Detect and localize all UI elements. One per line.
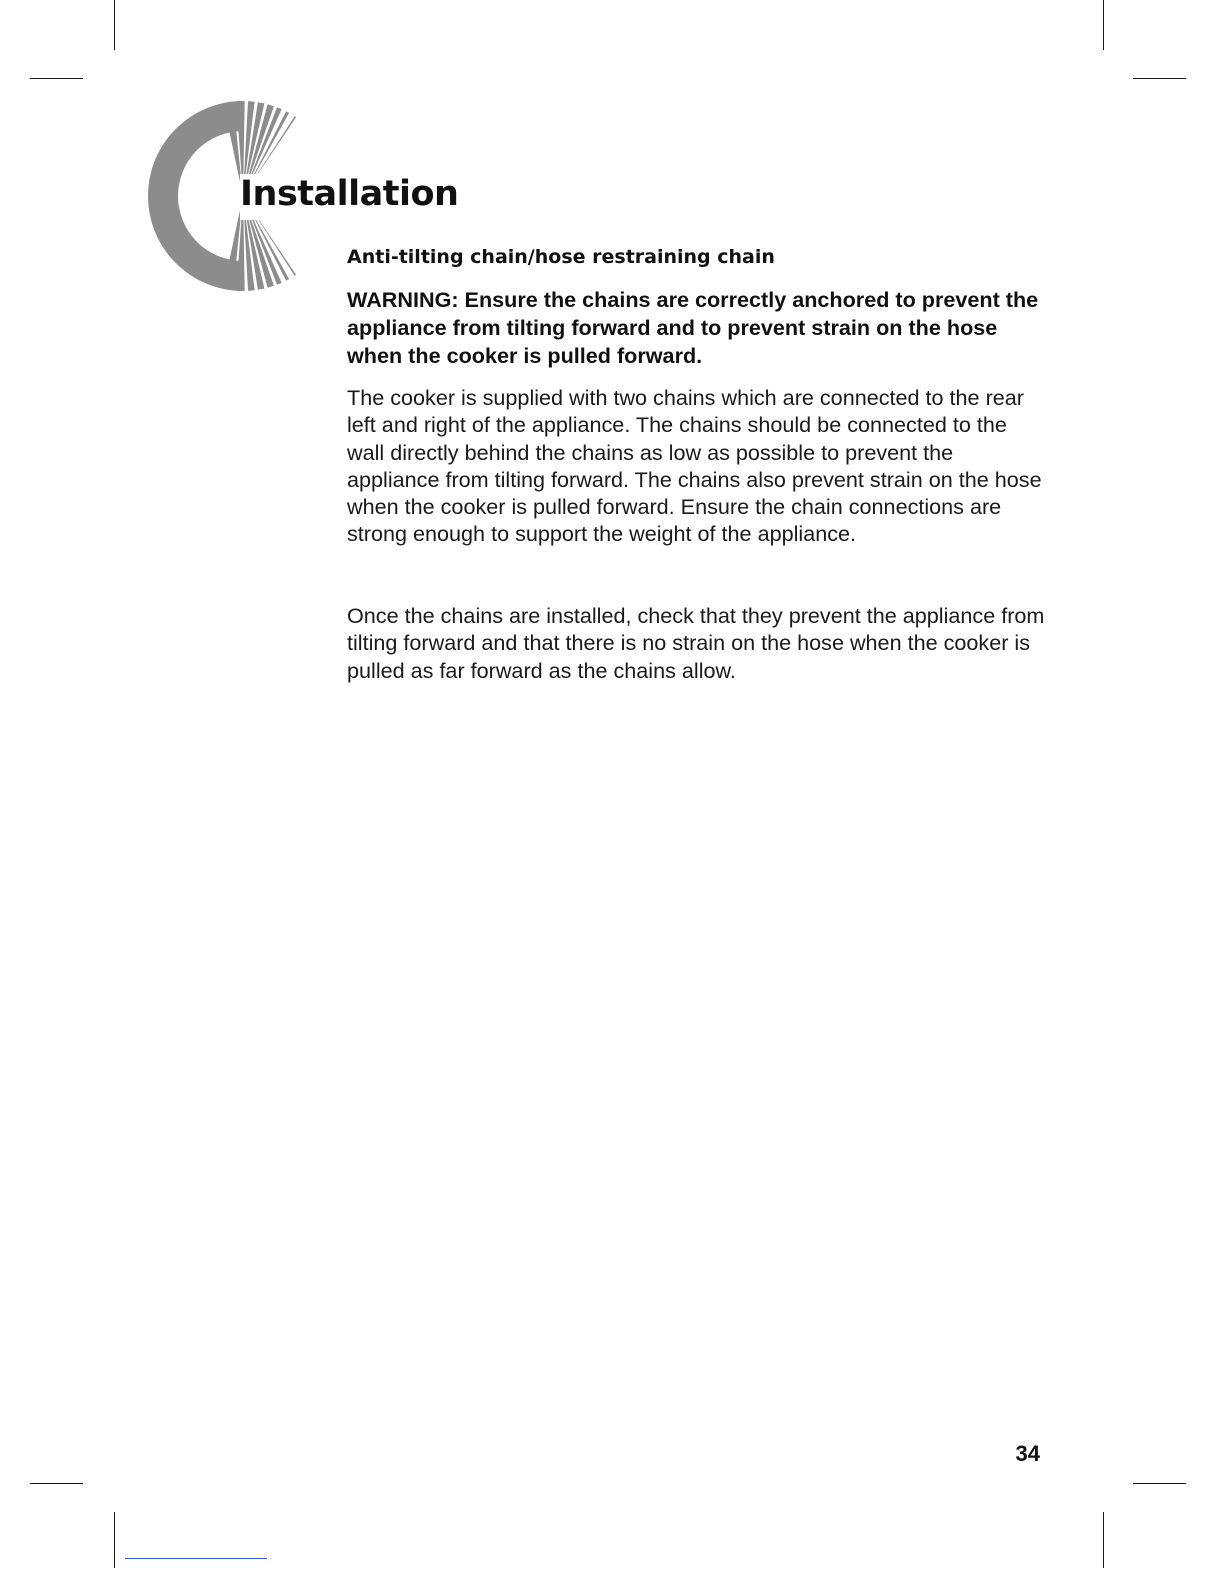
footer-rule bbox=[125, 1558, 267, 1559]
crop-mark bbox=[30, 1483, 83, 1484]
crop-mark bbox=[1133, 1483, 1186, 1484]
body-paragraph: Once the chains are installed, check that they prevent the appliance from tilting forward and that there is no strain on the hose when the cooker is pulled as far forward as the chains allow. bbox=[347, 603, 1045, 683]
page-number: 34 bbox=[1015, 1441, 1040, 1466]
crop-mark bbox=[114, 1512, 115, 1568]
crop-mark bbox=[114, 0, 115, 50]
crop-mark bbox=[1103, 1512, 1104, 1568]
subheading: Anti-tilting chain/hose restraining chain bbox=[347, 246, 775, 268]
warning-text: WARNING: Ensure the chains are correctly anchored to prevent the appliance from tilting forward and to prevent strain on the hose when the cooker is pulled forward. bbox=[347, 287, 1039, 368]
crop-mark bbox=[1133, 78, 1186, 79]
crop-mark bbox=[30, 78, 83, 79]
crop-mark bbox=[1103, 0, 1104, 50]
body-paragraph: The cooker is supplied with two chains which are connected to the rear left and right of the appliance. The chains should be connected to the wall directly behind the chains as low as possible to prevent the appliance from tilting forward. The chains also prevent strain on the hose when the cooker is pulled forward. Ensure the chain connections are strong enough to support the weight of the appliance. bbox=[347, 385, 1042, 547]
section-title: Installation bbox=[240, 174, 459, 214]
